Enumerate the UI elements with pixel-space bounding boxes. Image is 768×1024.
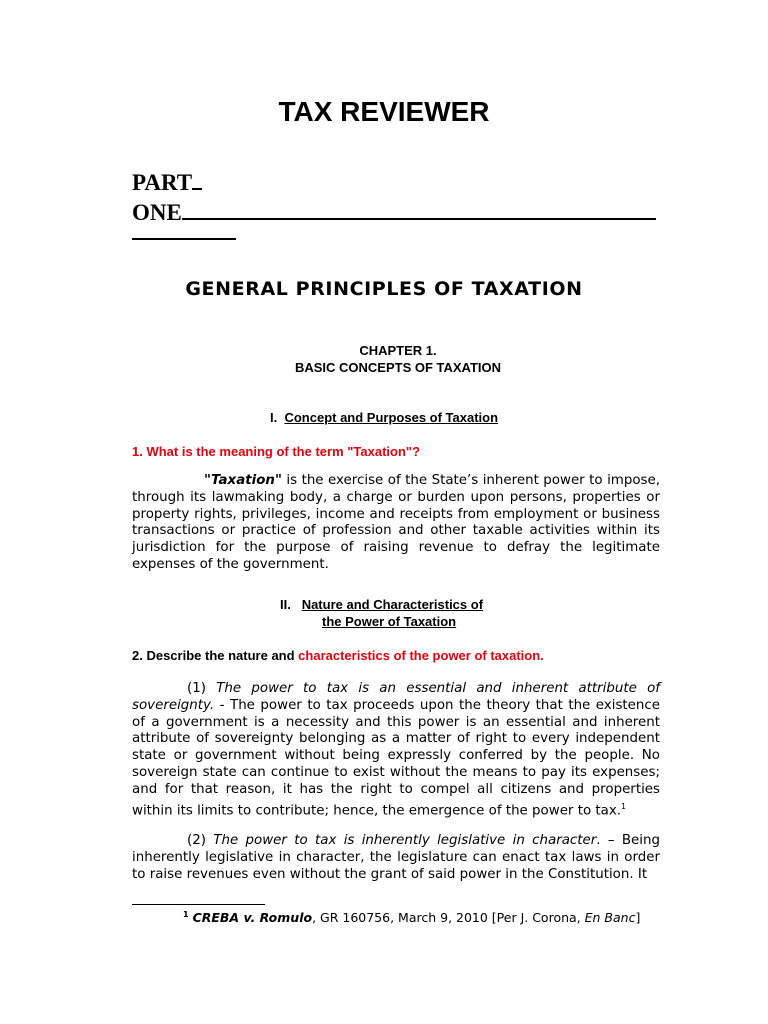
chapter-number: CHAPTER 1. <box>359 343 437 358</box>
section-numeral: II. <box>280 597 291 612</box>
footnote-separator <box>132 904 265 905</box>
footnote-number: 1 <box>183 910 189 919</box>
section-title-line1: Nature and Characteristics of <box>301 597 484 612</box>
footnote-close: ] <box>635 910 641 926</box>
question-2-highlight: characteristics of the power of taxation. <box>298 648 544 663</box>
section-heading-2 <box>280 596 483 613</box>
section-title-line2: the Power of Taxation <box>322 614 457 629</box>
item-lead: The power to tax is an essential and inherent attribute of sovereignty. - <box>132 681 660 713</box>
part-number-word: ONE <box>132 200 182 225</box>
definition-text: is the exercise of the State’s inherent power to impose, through its lawmaking body, a charge or burden upon persons, properties or property rights, privileges, income and receipts from employment or business transactions or practice of profession and other taxable activities within its jurisdiction for the purpose of raising revenue to defray the legitimate expenses of the government. <box>132 473 660 572</box>
part-heading <box>132 168 672 228</box>
item-body: The power to tax proceeds upon the theory that the existence of a government is a necessity and this power is an essential and inherent attribute of sovereignty belonging as a matter of right to every independent state or government without being expressly conferred by the people. No sovereign state can continue to exist without the means to pay its expenses; and for that reason, it has the right to compel all citizens and properties within its limits to contribute; hence, the emergence of the power to tax. <box>132 697 661 819</box>
footnote-en-banc: En Banc <box>584 910 636 926</box>
item-number: (1) <box>187 681 217 696</box>
footnote <box>183 910 640 925</box>
defined-term: "Taxation" <box>204 473 282 488</box>
paragraph-taxation-definition <box>132 473 660 574</box>
paragraph-legislative <box>132 833 660 883</box>
item-lead: The power to tax is inherently legislative in character <box>213 833 597 848</box>
part-word: PART <box>132 170 193 195</box>
section-title: Concept and Purposes of Taxation <box>284 410 499 425</box>
footnote-ref: 1 <box>621 801 627 811</box>
footnote-case-name: CREBA v. Romulo <box>192 910 313 926</box>
question-1: 1. What is the meaning of the term "Taxation"? <box>132 444 421 459</box>
paragraph-inherent-attribute <box>132 681 660 820</box>
item-number: (2) <box>187 833 214 848</box>
chapter-title: BASIC CONCEPTS OF TAXATION <box>294 360 502 375</box>
item-body: . – Being inherently legislative in character, the legislature can enact tax laws in order to raise revenues even without the grant of said power in the Constitution. It <box>132 833 660 882</box>
question-2-prefix: 2. Describe the nature and <box>132 648 299 663</box>
footnote-citation: , GR 160756, March 9, 2010 [Per J. Corona, <box>312 910 585 926</box>
section-heading-1 <box>270 409 498 426</box>
chapter-heading <box>0 342 768 376</box>
part-underline <box>132 238 236 240</box>
document-title: TAX REVIEWER <box>278 96 490 127</box>
question-2 <box>132 648 544 663</box>
main-heading: GENERAL PRINCIPLES OF TAXATION <box>185 278 583 300</box>
section-numeral: I. <box>270 410 278 425</box>
